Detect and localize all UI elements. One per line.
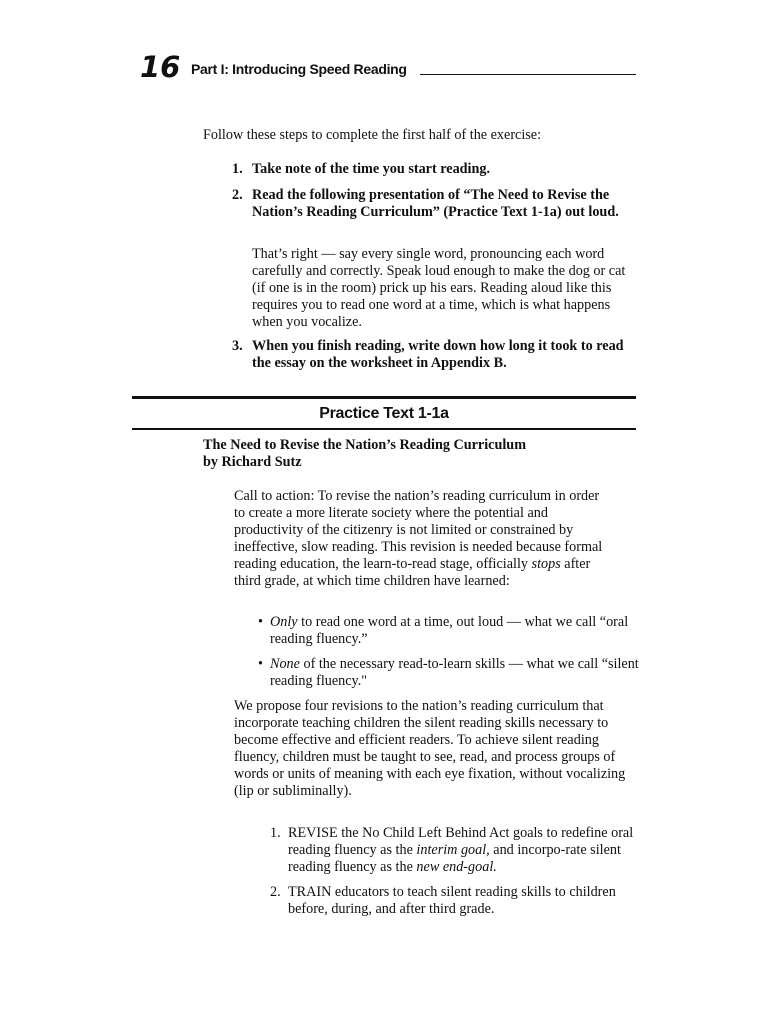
cta-text: Call to action: To revise the nation’s reading curriculum in order to create a more literate society where the potential and productivity of the citizenry is not limited or constrained by ineffective, slow reading. This revision is needed because formal reading education, the learn-to-read stage, officially [234, 488, 603, 572]
goal-emphasis: new end-goal. [416, 859, 497, 875]
bullet-emphasis: Only [270, 614, 298, 630]
step-text: Take note of the time you start reading. [252, 161, 491, 177]
bullet-body: of the necessary read-to-learn skills — what we call “silent reading fluency." [270, 656, 639, 689]
goal-text-a: REVISE the No Child Left Behind Act goals to redefine oral reading fluency as the [288, 825, 634, 858]
essay-title: The Need to Revise the Nation’s Reading Curriculum [203, 437, 527, 453]
goal-number: 1. [270, 825, 281, 841]
goal-item [270, 825, 642, 876]
bullet-icon: • [258, 656, 263, 672]
step-2 [232, 187, 627, 221]
bullet-text [270, 656, 648, 690]
step-3 [232, 338, 636, 372]
call-to-action-paragraph [234, 488, 606, 590]
goal-item [270, 884, 642, 918]
bullet-icon: • [258, 614, 263, 630]
step-1 [232, 161, 642, 178]
bullet-text [270, 614, 648, 648]
byline: by Richard Sutz [203, 454, 302, 470]
bullet-item [258, 614, 648, 648]
bullet-emphasis: None [270, 656, 300, 672]
step-number: 1. [232, 161, 243, 177]
header-rule [420, 74, 636, 75]
cta-text-end: after third grade, at which time children have learned: [234, 556, 591, 589]
step-number: 3. [232, 338, 243, 354]
goal-text-b: and incorpo-rate silent reading fluency as the [288, 842, 621, 875]
step-text: Read the following presentation of “The Need to Revise the Nation’s Reading Curriculum” (Practice Text 1-1a) out loud. [252, 187, 619, 220]
sidebar-bottom-rule [132, 428, 636, 430]
goal-text: TRAIN educators to teach silent reading skills to children before, during, and after third grade. [288, 884, 616, 917]
page-header [140, 48, 636, 84]
proposal-paragraph: We propose four revisions to the nation’s reading curriculum that incorporate teaching children the silent reading skills necessary to become effective and efficient readers. To achieve silent reading fluency, children must be taught to see, read, and process groups of words or units of meaning with each eye fixation, without vocalizing (lip or subliminally). [234, 698, 626, 799]
running-title: Part I: Introducing Speed Reading [191, 61, 407, 77]
bullet-body: to read one word at a time, out loud — what we call “oral reading fluency.” [270, 614, 629, 647]
page-number: 16 [140, 50, 181, 84]
step-text: When you finish reading, write down how long it took to read the essay on the worksheet in Appendix B. [252, 338, 624, 371]
goal-text [288, 825, 642, 876]
step-2-note: That’s right — say every single word, pronouncing each word carefully and correctly. Speak loud enough to make the dog or cat (if one is in the room) prick up his ears. Reading aloud like this requires you to read one word at a time, which is what happens when you vocalize. [252, 246, 626, 330]
bullet-item [258, 656, 648, 690]
cta-emphasis: stops [531, 556, 561, 572]
practice-title: Practice Text 1-1a [319, 405, 449, 422]
sidebar-top-rule [132, 396, 636, 399]
goal-emphasis: interim goal, [416, 842, 490, 858]
intro-paragraph: Follow these steps to complete the first half of the exercise: [203, 127, 542, 143]
goal-number: 2. [270, 884, 281, 900]
step-number: 2. [232, 187, 243, 203]
